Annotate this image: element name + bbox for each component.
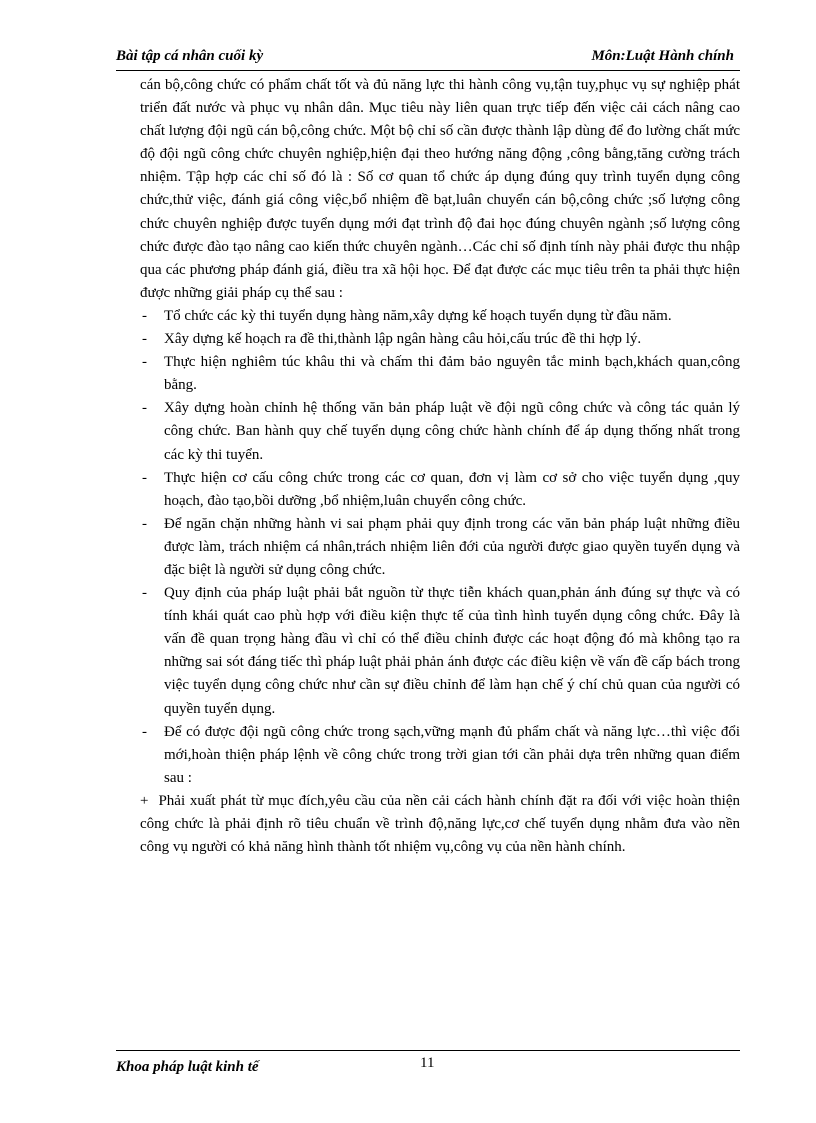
list-item-text: Xây dựng kế hoạch ra đề thi,thành lập ngân hàng câu hỏi,cấu trúc đề thi hợp lý.	[164, 331, 642, 348]
page-footer	[116, 1050, 740, 1077]
solution-list	[140, 305, 740, 790]
list-item	[140, 721, 740, 790]
plus-paragraph	[140, 790, 740, 859]
list-item	[140, 305, 740, 328]
bullet-marker: -	[142, 354, 147, 371]
intro-paragraph: cán bộ,công chức có phẩm chất tốt và đủ năng lực thi hành công vụ,tận tuy,phục vụ sự nghiệp phát triển đất nước và phục vụ nhân dân. Mục tiêu này liên quan trực tiếp đến việc cải cách nâng cao chất lượng đội ngũ cán bộ,công chức. Một bộ chỉ số cần được thành lập dùng để đo lường chất mức độ đội ngũ công chức chuyên nghiệp,hiện đại theo hướng năng động ,công bằng,tăng cường trách nhiệm. Tập hợp các chỉ số đó là : Số cơ quan tổ chức áp dụng đúng quy trình tuyển dụng công chức,thử việc, đánh giá công việc,bổ nhiệm đề bạt,luân chuyển cán bộ,công chức ;số lượng công chức chuyên nghiệp được tuyển dụng mới đạt trình độ đai học đúng chuyên ngành ;số lượng công chức được đào tạo nâng cao kiến thức chuyên ngành…Các chỉ số định tính này phải được thu nhập qua các phương pháp đánh giá, điều tra xã hội học. Để đạt được các mục tiêu trên ta phải thực hiện được những giải pháp cụ thể sau :	[140, 77, 740, 301]
document-body	[140, 74, 740, 859]
footer-department: Khoa pháp luật kinh tế	[116, 1059, 259, 1075]
list-item-text: Quy định của pháp luật phải bắt nguồn từ thực tiễn khách quan,phản ánh đúng sự thực và có tính khái quát cao phù hợp với điều kiện thực tế của tình hình tuyển dụng công chức. Đây là vấn đề quan trọng hàng đầu vì chỉ có thể điều chỉnh được các hoạt động đó mà không tạo ra những sai sót đáng tiếc thì pháp luật phải phản ánh được các điều kiện về vấn đề cấp bách trong việc tuyển dụng công chức như cần sự điều chỉnh để làm hạn chế ý chí chủ quan của người có quyền tuyển dụng.	[164, 585, 740, 717]
bullet-marker: -	[142, 331, 147, 348]
plus-marker: +	[140, 792, 149, 809]
list-item	[140, 582, 740, 721]
bullet-marker: -	[142, 469, 147, 486]
list-item	[140, 467, 740, 513]
list-item-text: Để ngăn chặn những hành vi sai phạm phải quy định trong các văn bản pháp luật những điều được làm, trách nhiệm cá nhân,trách nhiệm liên đới của người được giao quyền tuyển dụng và đặc biệt là người sử dụng công chức.	[164, 515, 740, 578]
bullet-marker: -	[142, 307, 147, 324]
bullet-marker: -	[142, 723, 147, 740]
bullet-marker: -	[142, 400, 147, 417]
header-left-title: Bài tập cá nhân cuối kỳ	[116, 48, 264, 64]
list-item-text: Tổ chức các kỳ thi tuyển dụng hàng năm,xây dựng kế hoạch tuyển dụng từ đầu năm.	[164, 307, 672, 324]
list-item-text: Thực hiện cơ cấu công chức trong các cơ quan, đơn vị làm cơ sở cho việc tuyển dụng ,quy hoạch, đào tạo,bồi dưỡng ,bổ nhiệm,luân chuyển công chức.	[164, 469, 740, 509]
list-item	[140, 328, 740, 351]
header-subject: Môn:Luật Hành chính	[591, 48, 734, 64]
list-item	[140, 351, 740, 397]
list-item	[140, 513, 740, 582]
plus-paragraph-text: Phải xuất phát từ mục đích,yêu cầu của nền cải cách hành chính đặt ra đối với việc hoàn thiện công chức là phải định rõ tiêu chuẩn về trình độ,năng lực,cơ chế tuyển dụng nhằm đưa vào nền công vụ người có khả năng hình thành tốt nhiệm vụ,công vụ của nền hành chính.	[140, 792, 740, 856]
list-item-text: Thực hiện nghiêm túc khâu thi và chấm thi đảm bảo nguyên tắc minh bạch,khách quan,công bằng.	[164, 354, 740, 394]
list-item	[140, 397, 740, 466]
bullet-marker: -	[142, 585, 147, 602]
bullet-marker: -	[142, 515, 147, 532]
list-item-text: Xây dựng hoàn chỉnh hệ thống văn bản pháp luật về đội ngũ công chức và công tác quản lý công chức. Ban hành quy chế tuyển dụng công chức hành chính để áp dụng thống nhất trong các kỳ thi tuyển.	[164, 400, 740, 463]
page-header	[116, 48, 740, 71]
list-item-text: Để có được đội ngũ công chức trong sạch,vững mạnh đủ phẩm chất và năng lực…thì việc đổi mới,hoàn thiện pháp lệnh về công chức trong trời gian tới cần phải dựa trên những quan điểm sau :	[164, 723, 740, 786]
page-number: 11	[420, 1055, 435, 1071]
